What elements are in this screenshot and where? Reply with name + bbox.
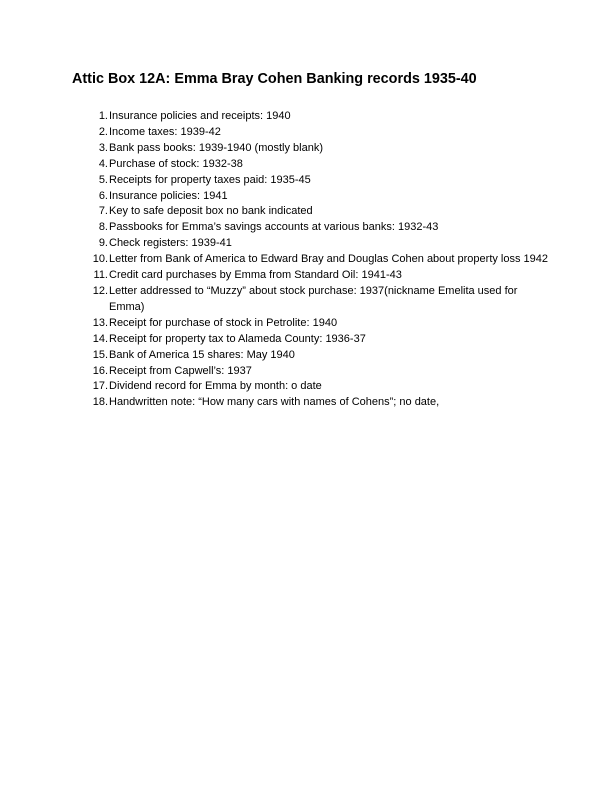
list-item-text: Letter addressed to “Muzzy” about stock purchase: 1937(nickname Emelita used for Emma) <box>109 284 518 313</box>
list-item-text: Dividend record for Emma by month: o date <box>109 380 322 393</box>
list-item-text: Letter from Bank of America to Edward Bray and Douglas Cohen about property loss 1942 <box>109 253 549 266</box>
list-item-number: 5. <box>98 173 108 186</box>
list-item-text: Receipt for property tax to Alameda County: 1936-37 <box>109 332 366 345</box>
document-title: Attic Box 12A: Emma Bray Cohen Banking records 1935-40 <box>72 71 477 87</box>
list-item-text: Insurance policies: 1941 <box>109 189 228 202</box>
list-item-number: 3. <box>98 141 108 154</box>
list-item-number: 18. <box>92 396 108 409</box>
list-item-number: 17. <box>92 380 108 393</box>
list-item-number: 15. <box>92 348 108 361</box>
list-item-number: 6. <box>98 189 108 202</box>
list-item-text: Receipt for purchase of stock in Petrolite: 1940 <box>109 316 338 329</box>
list-item-number: 1. <box>98 110 108 122</box>
list-item <box>90 173 550 189</box>
list-item <box>90 364 550 380</box>
list-item-number: 14. <box>92 332 108 345</box>
list-item <box>90 204 550 220</box>
list-item-text: Bank of America 15 shares: May 1940 <box>109 348 295 361</box>
list-item-text: Receipt from Capwell’s: 1937 <box>109 364 252 377</box>
list-item <box>90 252 550 268</box>
list-item-text: Receipts for property taxes paid: 1935-45 <box>109 173 311 186</box>
list-item-number: 11. <box>93 269 108 282</box>
list-item-text: Passbooks for Emma’s savings accounts at various banks: 1932-43 <box>109 221 439 234</box>
list-item <box>90 268 550 284</box>
list-item <box>90 189 550 205</box>
list-item <box>90 395 550 411</box>
list-item-text: Income taxes: 1939-42 <box>109 125 221 138</box>
list-item <box>90 220 550 236</box>
list-item <box>90 157 550 173</box>
list-item <box>90 125 550 141</box>
list-item <box>90 379 550 395</box>
list-item <box>90 284 550 316</box>
list-item-number: 10. <box>92 253 108 266</box>
records-list <box>90 109 550 411</box>
list-item <box>90 109 550 125</box>
list-item-number: 13. <box>92 316 108 329</box>
list-item-number: 16. <box>92 364 108 377</box>
list-item-text: Check registers: 1939-41 <box>109 237 232 250</box>
list-item-number: 4. <box>98 157 108 170</box>
list-item <box>90 141 550 157</box>
list-item <box>90 236 550 252</box>
list-item-number: 8. <box>98 221 108 234</box>
list-item-number: 9. <box>98 237 108 250</box>
list-item-text: Credit card purchases by Emma from Standard Oil: 1941-43 <box>109 269 402 282</box>
list-item-text: Key to safe deposit box no bank indicated <box>109 205 313 218</box>
list-item-text: Purchase of stock: 1932-38 <box>109 157 243 170</box>
list-item-text: Handwritten note: “How many cars with names of Cohens”; no date, <box>109 396 440 409</box>
list-item-text: Bank pass books: 1939-1940 (mostly blank) <box>109 141 324 154</box>
list-item-text: Insurance policies and receipts: 1940 <box>109 110 291 122</box>
list-item-number: 12. <box>92 284 108 297</box>
list-item-number: 2. <box>98 125 108 138</box>
list-item <box>90 348 550 364</box>
list-item <box>90 332 550 348</box>
list-item <box>90 316 550 332</box>
list-item-number: 7. <box>98 205 108 218</box>
